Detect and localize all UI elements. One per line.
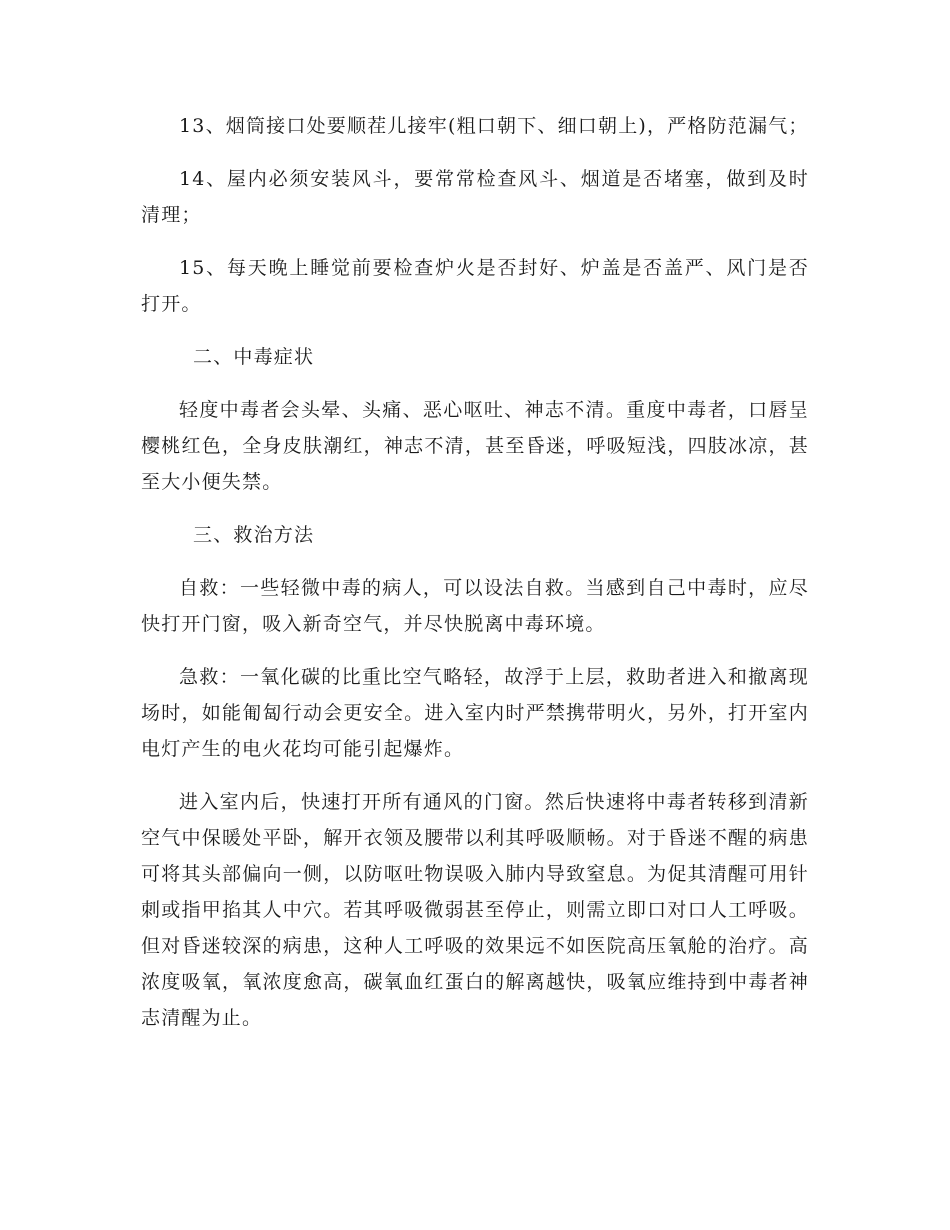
section-heading-treatment: 三、救治方法 — [193, 524, 315, 546]
paragraph-first-aid: 急救：一氧化碳的比重比空气略轻，故浮于上层，救助者进入和撤离现场时，如能匍匐行动会更安全。进入室内时严禁携带明火，另外，打开室内电灯产生的电火花均可能引起爆炸。 — [141, 666, 809, 760]
paragraph-indoor-treatment: 进入室内后，快速打开所有通风的门窗。然后快速将中毒者转移到清新空气中保暖处平卧，解开衣领及腰带以利其呼吸顺畅。对于昏迷不醒的病患可将其头部偏向一侧，以防呕吐物误吸入肺内导致窒息。为促其清醒可用针刺或指甲掐其人中穴。若其呼吸微弱甚至停止，则需立即口对口人工呼吸。但对昏迷较深的病患，这种人工呼吸的效果远不如医院高压氧舱的治疗。高浓度吸氧，氧浓度愈高，碳氧血红蛋白的解离越快，吸氧应维持到中毒者神志清醒为止。 — [141, 791, 809, 1029]
paragraph-item-14: 14、屋内必须安装风斗，要常常检查风斗、烟道是否堵塞，做到及时清理； — [141, 168, 809, 226]
paragraph-symptoms: 轻度中毒者会头晕、头痛、恶心呕吐、神志不清。重度中毒者，口唇呈樱桃红色，全身皮肤潮红，神志不清，甚至昏迷，呼吸短浅，四肢冰凉，甚至大小便失禁。 — [141, 399, 809, 493]
paragraph-self-rescue: 自救：一些轻微中毒的病人，可以设法自救。当感到自己中毒时，应尽快打开门窗，吸入新奇空气，并尽快脱离中毒环境。 — [141, 577, 809, 635]
paragraph-item-15: 15、每天晚上睡觉前要检查炉火是否封好、炉盖是否盖严、风门是否打开。 — [141, 257, 809, 315]
document-body — [141, 108, 809, 1036]
section-heading-symptoms: 二、中毒症状 — [193, 346, 315, 368]
paragraph-item-13: 13、烟筒接口处要顺茬儿接牢(粗口朝下、细口朝上)，严格防范漏气； — [179, 115, 809, 137]
